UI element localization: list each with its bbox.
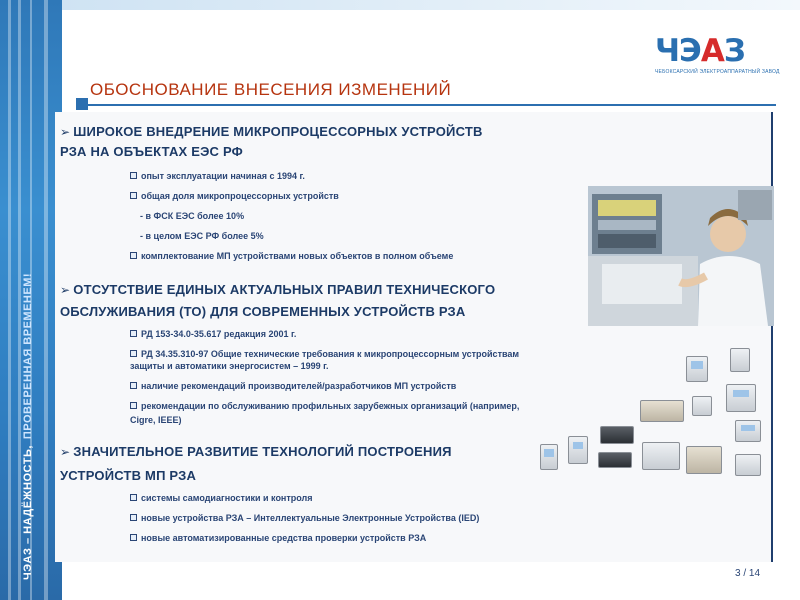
list-item-continued: защиты и автоматики энергосистем – 1999 г. bbox=[130, 361, 329, 371]
photo-illustration bbox=[588, 186, 774, 326]
list-item: общая доля микропроцессорных устройств bbox=[130, 190, 339, 202]
checkbox-bullet-icon bbox=[130, 172, 137, 179]
list-item: системы самодиагностики и контроля bbox=[130, 492, 313, 504]
section-1-heading: ➢ ШИРОКОЕ ВНЕДРЕНИЕ МИКРОПРОЦЕССОРНЫХ УСТРОЙСТВ bbox=[60, 124, 483, 139]
relay-device-image bbox=[730, 348, 750, 372]
company-logo bbox=[655, 33, 780, 75]
relay-device-image bbox=[642, 442, 680, 470]
list-item: РД 153-34.0-35.617 редакция 2001 г. bbox=[130, 328, 296, 340]
checkbox-bullet-icon bbox=[130, 514, 137, 521]
engineer-photo bbox=[588, 186, 774, 326]
section-1-heading-line2: РЗА НА ОБЪЕКТАХ ЕЭС РФ bbox=[60, 144, 243, 159]
top-strip bbox=[62, 0, 800, 10]
list-item: новые устройства РЗА – Интеллектуальные Электронные Устройства (IED) bbox=[130, 512, 479, 524]
arrow-icon: ➢ bbox=[60, 283, 71, 297]
relay-device-image bbox=[540, 444, 558, 470]
list-item: рекомендации по обслуживанию профильных зарубежных организаций (например, bbox=[130, 400, 519, 412]
relay-device-image bbox=[735, 420, 761, 442]
section-2-heading-line2: ОБСЛУЖИВАНИЯ (ТО) ДЛЯ СОВРЕМЕННЫХ УСТРОЙСТВ РЗА bbox=[60, 304, 466, 319]
sidebar-tagline: ЧЭАЗ – НАДЁЖНОСТЬ,ПРОВЕРЕННАЯ ВРЕМЕНЕМ! bbox=[22, 272, 34, 580]
title-rule bbox=[76, 104, 776, 106]
list-item-continued: Cigre, IEEE) bbox=[130, 415, 182, 425]
section-2-heading: ➢ ОТСУТСТВИЕ ЕДИНЫХ АКТУАЛЬНЫХ ПРАВИЛ ТЕХНИЧЕСКОГО bbox=[60, 282, 496, 297]
relay-device-image bbox=[692, 396, 712, 416]
page-number: 3 / 14 bbox=[735, 568, 761, 579]
relay-device-image bbox=[686, 446, 722, 474]
relay-device-image bbox=[640, 400, 684, 422]
checkbox-bullet-icon bbox=[130, 402, 137, 409]
logo-mark: ЧЭАЗ bbox=[655, 33, 745, 69]
checkbox-bullet-icon bbox=[130, 350, 137, 357]
relay-device-image bbox=[735, 454, 761, 476]
list-item: комплектование МП устройствами новых объектов в полном объеме bbox=[130, 250, 453, 262]
checkbox-bullet-icon bbox=[130, 494, 137, 501]
list-item: РД 34.35.310-97 Общие технические требования к микропроцессорным устройствам bbox=[130, 348, 519, 360]
list-item: наличие рекомендаций производителей/разработчиков МП устройств bbox=[130, 380, 456, 392]
slide-title: ОБОСНОВАНИЕ ВНЕСЕНИЯ ИЗМЕНЕНИЙ bbox=[90, 80, 452, 99]
relay-device-image bbox=[568, 436, 588, 464]
list-item: новые автоматизированные средства проверки устройств РЗА bbox=[130, 532, 426, 544]
list-item: - в ФСК ЕЭС более 10% bbox=[140, 211, 245, 221]
arrow-icon: ➢ bbox=[60, 445, 71, 459]
relay-device-image bbox=[686, 356, 708, 382]
section-3-heading: ➢ ЗНАЧИТЕЛЬНОЕ РАЗВИТИЕ ТЕХНОЛОГИЙ ПОСТРОЕНИЯ bbox=[60, 444, 452, 459]
checkbox-bullet-icon bbox=[130, 330, 137, 337]
checkbox-bullet-icon bbox=[130, 252, 137, 259]
list-item: - в целом ЕЭС РФ более 5% bbox=[140, 231, 264, 241]
relay-device-image bbox=[726, 384, 756, 412]
checkbox-bullet-icon bbox=[130, 192, 137, 199]
relay-device-image bbox=[600, 426, 634, 444]
section-3-heading-line2: УСТРОЙСТВ МП РЗА bbox=[60, 468, 197, 483]
logo-subtitle: ЧЕБОКСАРСКИЙ ЭЛЕКТРОАППАРАТНЫЙ ЗАВОД bbox=[655, 69, 780, 75]
arrow-icon: ➢ bbox=[60, 125, 71, 139]
sidebar-band bbox=[0, 0, 62, 600]
list-item: опыт эксплуатации начиная с 1994 г. bbox=[130, 170, 305, 182]
checkbox-bullet-icon bbox=[130, 534, 137, 541]
checkbox-bullet-icon bbox=[130, 382, 137, 389]
relay-device-image bbox=[598, 452, 632, 468]
